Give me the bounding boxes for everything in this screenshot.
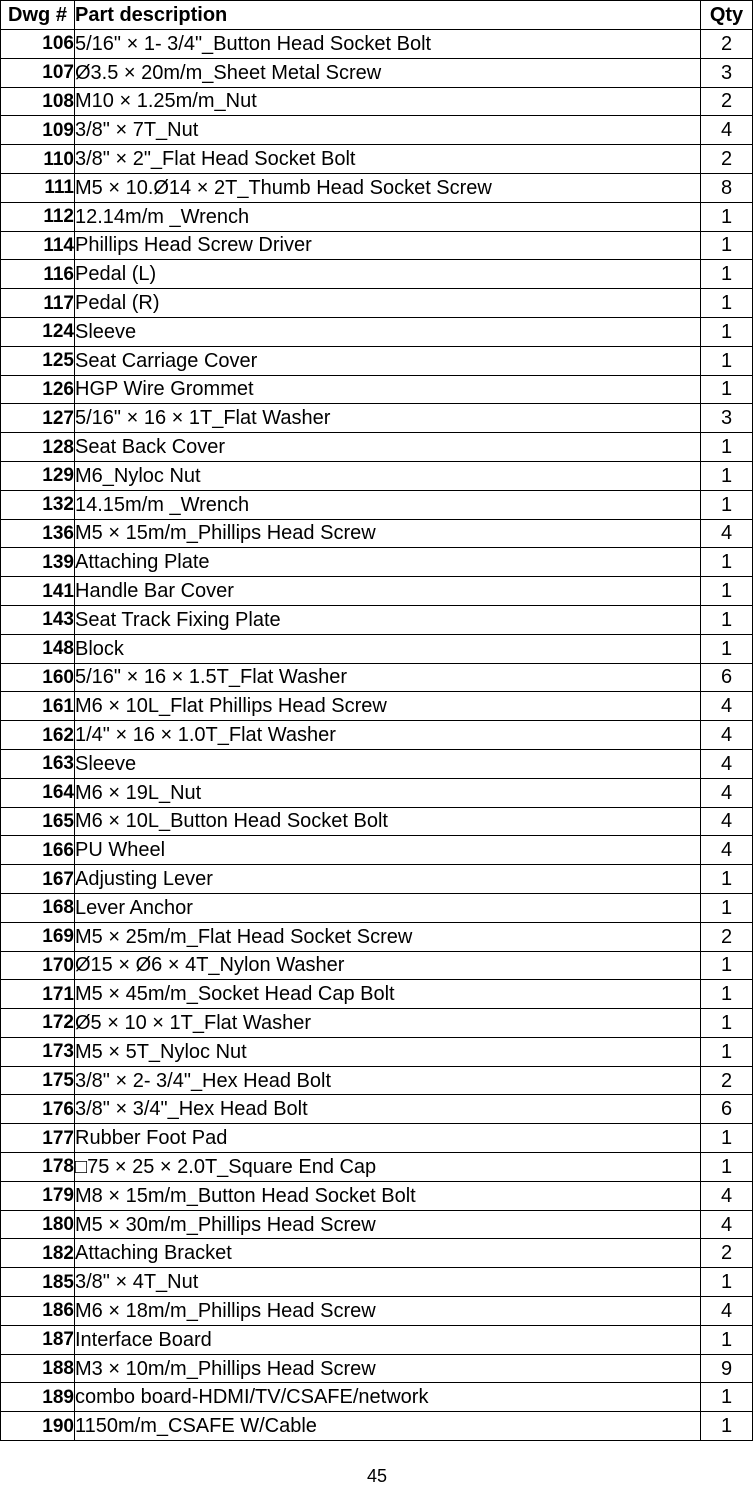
dwg-number: 186: [1, 1297, 75, 1326]
part-description: M6_Nyloc Nut: [75, 461, 701, 490]
part-quantity: 1: [701, 1383, 753, 1412]
dwg-number: 187: [1, 1325, 75, 1354]
dwg-number: 111: [1, 173, 75, 202]
dwg-number: 114: [1, 231, 75, 260]
part-quantity: 1: [701, 605, 753, 634]
table-row: [1, 1297, 753, 1326]
table-row: [1, 346, 753, 375]
dwg-number: 124: [1, 317, 75, 346]
part-description: M8 × 15m/m_Button Head Socket Bolt: [75, 1181, 701, 1210]
dwg-number: 162: [1, 721, 75, 750]
dwg-number: 126: [1, 375, 75, 404]
table-row: [1, 1268, 753, 1297]
part-description: Attaching Plate: [75, 548, 701, 577]
dwg-number: 163: [1, 749, 75, 778]
part-description: 14.15m/m _Wrench: [75, 490, 701, 519]
table-row: [1, 692, 753, 721]
table-header-row: [1, 1, 753, 30]
part-description: 12.14m/m _Wrench: [75, 202, 701, 231]
part-description: Handle Bar Cover: [75, 577, 701, 606]
table-row: [1, 433, 753, 462]
dwg-number: 128: [1, 433, 75, 462]
part-description: □75 × 25 × 2.0T_Square End Cap: [75, 1153, 701, 1182]
part-quantity: 1: [701, 375, 753, 404]
table-row: [1, 58, 753, 87]
part-quantity: 2: [701, 87, 753, 116]
dwg-column-header: Dwg #: [1, 1, 75, 30]
table-row: [1, 1095, 753, 1124]
dwg-number: 182: [1, 1239, 75, 1268]
dwg-number: 164: [1, 778, 75, 807]
part-quantity: 1: [701, 289, 753, 318]
dwg-number: 180: [1, 1210, 75, 1239]
part-description: M5 × 45m/m_Socket Head Cap Bolt: [75, 980, 701, 1009]
table-row: [1, 893, 753, 922]
dwg-number: 168: [1, 893, 75, 922]
dwg-number: 170: [1, 951, 75, 980]
part-quantity: 4: [701, 1210, 753, 1239]
dwg-number: 176: [1, 1095, 75, 1124]
table-row: [1, 663, 753, 692]
dwg-number: 109: [1, 116, 75, 145]
dwg-number: 112: [1, 202, 75, 231]
part-description: M5 × 30m/m_Phillips Head Screw: [75, 1210, 701, 1239]
dwg-number: 188: [1, 1354, 75, 1383]
part-description: M5 × 5T_Nyloc Nut: [75, 1037, 701, 1066]
table-row: [1, 1354, 753, 1383]
dwg-number: 129: [1, 461, 75, 490]
table-row: [1, 145, 753, 174]
dwg-number: 189: [1, 1383, 75, 1412]
part-quantity: 1: [701, 980, 753, 1009]
part-quantity: 1: [701, 893, 753, 922]
part-description: 3/8" × 2- 3/4"_Hex Head Bolt: [75, 1066, 701, 1095]
part-quantity: 4: [701, 1297, 753, 1326]
part-description: Adjusting Lever: [75, 865, 701, 894]
part-quantity: 3: [701, 58, 753, 87]
part-description: 1150m/m_CSAFE W/Cable: [75, 1412, 701, 1441]
dwg-number: 160: [1, 663, 75, 692]
part-description: M6 × 10L_Button Head Socket Bolt: [75, 807, 701, 836]
part-quantity: 2: [701, 30, 753, 59]
part-description: M6 × 10L_Flat Phillips Head Screw: [75, 692, 701, 721]
table-row: [1, 260, 753, 289]
table-row: [1, 951, 753, 980]
part-description: Ø15 × Ø6 × 4T_Nylon Washer: [75, 951, 701, 980]
dwg-number: 108: [1, 87, 75, 116]
dwg-number: 165: [1, 807, 75, 836]
part-quantity: 1: [701, 577, 753, 606]
table-row: [1, 865, 753, 894]
table-row: [1, 375, 753, 404]
table-row: [1, 922, 753, 951]
table-row: [1, 836, 753, 865]
part-description: Seat Back Cover: [75, 433, 701, 462]
table-row: [1, 490, 753, 519]
table-row: [1, 173, 753, 202]
table-row: [1, 1412, 753, 1441]
part-quantity: 2: [701, 922, 753, 951]
dwg-number: 107: [1, 58, 75, 87]
part-description: 5/16" × 1- 3/4"_Button Head Socket Bolt: [75, 30, 701, 59]
part-quantity: 1: [701, 433, 753, 462]
part-description: M6 × 18m/m_Phillips Head Screw: [75, 1297, 701, 1326]
table-row: [1, 778, 753, 807]
dwg-number: 132: [1, 490, 75, 519]
part-quantity: 4: [701, 807, 753, 836]
table-row: [1, 721, 753, 750]
table-row: [1, 577, 753, 606]
part-quantity: 1: [701, 202, 753, 231]
table-row: [1, 1009, 753, 1038]
table-row: [1, 30, 753, 59]
part-description: Lever Anchor: [75, 893, 701, 922]
dwg-number: 127: [1, 404, 75, 433]
part-quantity: 1: [701, 634, 753, 663]
part-description: Phillips Head Screw Driver: [75, 231, 701, 260]
part-quantity: 1: [701, 346, 753, 375]
part-quantity: 4: [701, 721, 753, 750]
part-quantity: 1: [701, 548, 753, 577]
table-row: [1, 317, 753, 346]
part-description: M10 × 1.25m/m_Nut: [75, 87, 701, 116]
dwg-number: 190: [1, 1412, 75, 1441]
part-quantity: 1: [701, 1037, 753, 1066]
table-row: [1, 749, 753, 778]
part-quantity: 2: [701, 1066, 753, 1095]
part-quantity: 8: [701, 173, 753, 202]
part-quantity: 6: [701, 1095, 753, 1124]
part-quantity: 1: [701, 231, 753, 260]
table-row: [1, 548, 753, 577]
part-description: M3 × 10m/m_Phillips Head Screw: [75, 1354, 701, 1383]
part-quantity: 6: [701, 663, 753, 692]
part-description: combo board-HDMI/TV/CSAFE/network: [75, 1383, 701, 1412]
part-quantity: 2: [701, 145, 753, 174]
part-description: 5/16" × 16 × 1T_Flat Washer: [75, 404, 701, 433]
dwg-number: 136: [1, 519, 75, 548]
part-quantity: 1: [701, 951, 753, 980]
part-quantity: 9: [701, 1354, 753, 1383]
part-quantity: 1: [701, 865, 753, 894]
dwg-number: 139: [1, 548, 75, 577]
dwg-number: 110: [1, 145, 75, 174]
dwg-number: 161: [1, 692, 75, 721]
part-description: Sleeve: [75, 317, 701, 346]
part-description: Pedal (L): [75, 260, 701, 289]
dwg-number: 185: [1, 1268, 75, 1297]
table-row: [1, 1037, 753, 1066]
table-row: [1, 1239, 753, 1268]
part-description: 3/8" × 2"_Flat Head Socket Bolt: [75, 145, 701, 174]
table-row: [1, 87, 753, 116]
part-description: Seat Carriage Cover: [75, 346, 701, 375]
table-row: [1, 605, 753, 634]
table-row: [1, 1124, 753, 1153]
part-description: 3/8" × 7T_Nut: [75, 116, 701, 145]
part-quantity: 1: [701, 1325, 753, 1354]
part-description: HGP Wire Grommet: [75, 375, 701, 404]
part-description: M5 × 25m/m_Flat Head Socket Screw: [75, 922, 701, 951]
part-description: Rubber Foot Pad: [75, 1124, 701, 1153]
part-description: Ø3.5 × 20m/m_Sheet Metal Screw: [75, 58, 701, 87]
part-description: Interface Board: [75, 1325, 701, 1354]
dwg-number: 173: [1, 1037, 75, 1066]
part-description: Pedal (R): [75, 289, 701, 318]
table-row: [1, 202, 753, 231]
part-quantity: 3: [701, 404, 753, 433]
part-quantity: 1: [701, 1124, 753, 1153]
part-quantity: 4: [701, 116, 753, 145]
part-quantity: 4: [701, 1181, 753, 1210]
part-quantity: 4: [701, 836, 753, 865]
description-column-header: Part description: [75, 1, 701, 30]
table-row: [1, 289, 753, 318]
part-quantity: 1: [701, 1412, 753, 1441]
table-row: [1, 1066, 753, 1095]
part-description: M5 × 15m/m_Phillips Head Screw: [75, 519, 701, 548]
part-quantity: 1: [701, 461, 753, 490]
part-quantity: 4: [701, 778, 753, 807]
table-row: [1, 980, 753, 1009]
dwg-number: 171: [1, 980, 75, 1009]
table-row: [1, 1325, 753, 1354]
part-description: PU Wheel: [75, 836, 701, 865]
part-quantity: 2: [701, 1239, 753, 1268]
dwg-number: 148: [1, 634, 75, 663]
dwg-number: 125: [1, 346, 75, 375]
dwg-number: 166: [1, 836, 75, 865]
table-row: [1, 231, 753, 260]
parts-table-body: [1, 30, 753, 1441]
table-row: [1, 634, 753, 663]
part-description: M6 × 19L_Nut: [75, 778, 701, 807]
table-row: [1, 1383, 753, 1412]
part-description: Sleeve: [75, 749, 701, 778]
dwg-number: 141: [1, 577, 75, 606]
dwg-number: 117: [1, 289, 75, 318]
part-description: Seat Track Fixing Plate: [75, 605, 701, 634]
dwg-number: 177: [1, 1124, 75, 1153]
part-description: 3/8" × 4T_Nut: [75, 1268, 701, 1297]
table-row: [1, 1181, 753, 1210]
part-quantity: 4: [701, 519, 753, 548]
part-description: 1/4" × 16 × 1.0T_Flat Washer: [75, 721, 701, 750]
part-description: M5 × 10.Ø14 × 2T_Thumb Head Socket Screw: [75, 173, 701, 202]
dwg-number: 172: [1, 1009, 75, 1038]
dwg-number: 175: [1, 1066, 75, 1095]
table-row: [1, 116, 753, 145]
dwg-number: 178: [1, 1153, 75, 1182]
dwg-number: 116: [1, 260, 75, 289]
part-quantity: 4: [701, 749, 753, 778]
part-quantity: 1: [701, 490, 753, 519]
part-description: 3/8" × 3/4"_Hex Head Bolt: [75, 1095, 701, 1124]
dwg-number: 167: [1, 865, 75, 894]
page-number: 45: [366, 1466, 388, 1486]
table-row: [1, 461, 753, 490]
dwg-number: 179: [1, 1181, 75, 1210]
part-description: 5/16" × 16 × 1.5T_Flat Washer: [75, 663, 701, 692]
table-row: [1, 519, 753, 548]
table-row: [1, 807, 753, 836]
part-quantity: 4: [701, 692, 753, 721]
table-row: [1, 1153, 753, 1182]
part-description: Attaching Bracket: [75, 1239, 701, 1268]
dwg-number: 169: [1, 922, 75, 951]
part-quantity: 1: [701, 1009, 753, 1038]
part-quantity: 1: [701, 1268, 753, 1297]
part-description: Block: [75, 634, 701, 663]
part-description: Ø5 × 10 × 1T_Flat Washer: [75, 1009, 701, 1038]
dwg-number: 106: [1, 30, 75, 59]
part-quantity: 1: [701, 317, 753, 346]
table-row: [1, 404, 753, 433]
part-quantity: 1: [701, 1153, 753, 1182]
table-row: [1, 1210, 753, 1239]
part-quantity: 1: [701, 260, 753, 289]
qty-column-header: Qty: [701, 1, 753, 30]
dwg-number: 143: [1, 605, 75, 634]
